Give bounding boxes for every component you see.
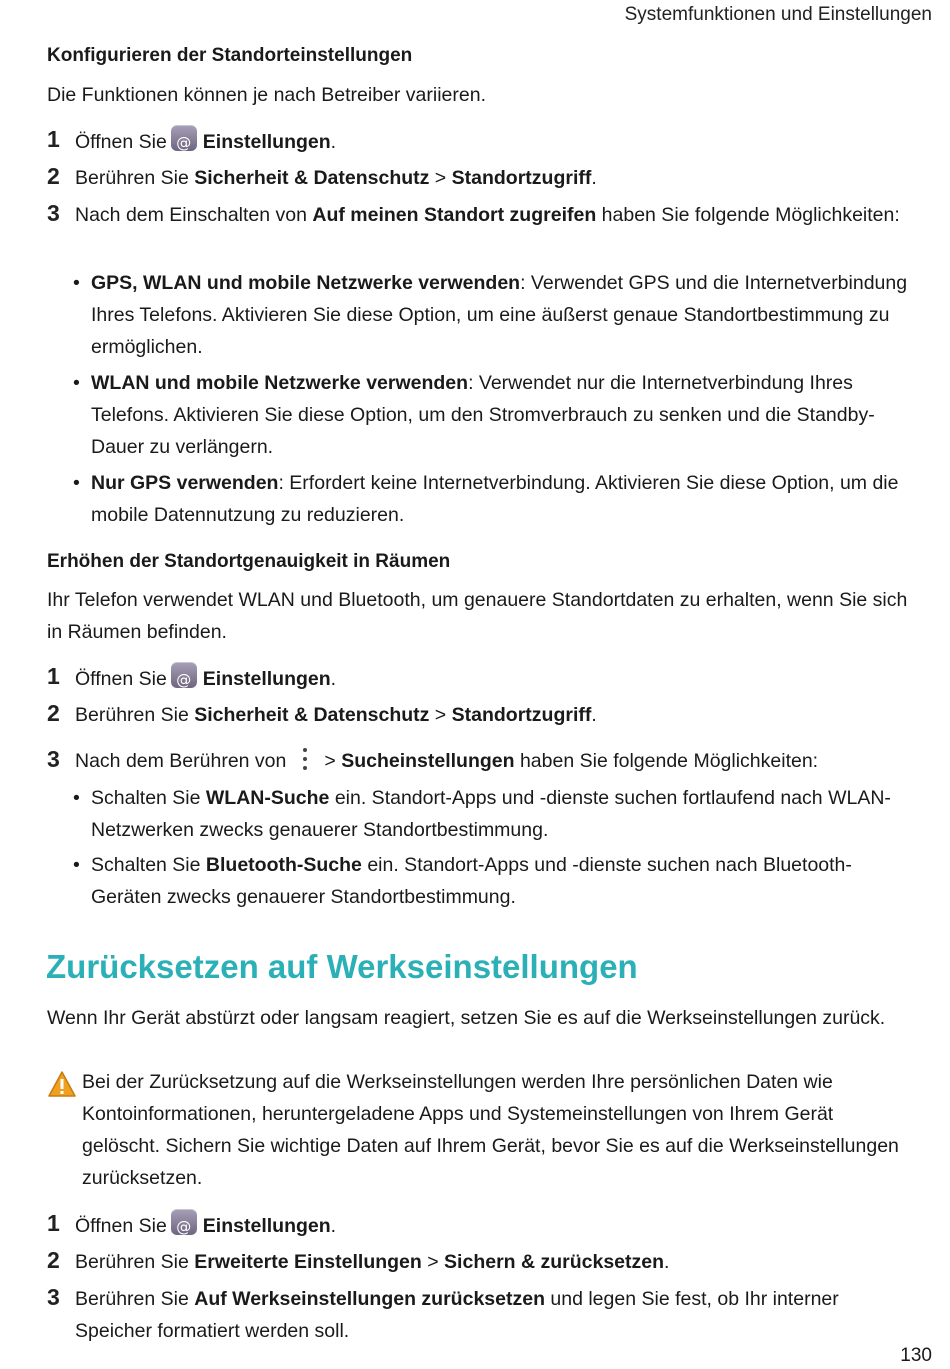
step-1: 1 Öffnen Sie @ Einstellungen.	[47, 125, 917, 158]
step-3: 3 Berühren Sie Auf Werkseinstellungen zurücksetzen und legen Sie fest, ob Ihr interner Speicher formatiert werden soll.	[47, 1283, 917, 1347]
settings-icon: @	[171, 662, 197, 688]
more-vert-icon	[300, 747, 310, 773]
settings-icon: @	[171, 125, 197, 151]
step-number: 2	[47, 1247, 60, 1273]
step-bold: Standortzugriff	[451, 167, 592, 189]
section-intro-indoor: Ihr Telefon verwendet WLAN und Bluetooth, um genauere Standortdaten zu erhalten, wenn Sie sich in Räumen befinden.	[47, 589, 908, 643]
step-number: 1	[47, 1210, 60, 1236]
step-3: 3 Nach dem Berühren von > Sucheinstellungen haben Sie folgende Möglichkeiten:	[47, 745, 917, 777]
list-item: • WLAN und mobile Netzwerke verwenden: Verwendet nur die Internetverbindung Ihres Telefons. Aktivieren Sie diese Option, um den Stromverbrauch zu senken und die Standby-Dauer zu verlängern.	[73, 367, 913, 463]
step-1: 1 Öffnen Sie @ Einstellungen.	[47, 662, 917, 695]
warning-text: Bei der Zurücksetzung auf die Werkseinstellungen werden Ihre persönlichen Daten wie Kontoinformationen, heruntergeladene Apps und Systemeinstellungen von Ihrem Gerät gelöscht. Sichern Sie wichtige Daten auf Ihrem Gerät, bevor Sie es auf die Werkseinstellungen zurücksetzen.	[82, 1071, 899, 1189]
step-number: 3	[47, 746, 60, 772]
step-number: 2	[47, 700, 60, 726]
section-title-indoor: Erhöhen der Standortgenauigkeit in Räumen	[47, 551, 451, 572]
step-number: 2	[47, 163, 60, 189]
step-number: 1	[47, 663, 60, 689]
page-number: 130	[900, 1345, 932, 1366]
list-item: • Schalten Sie Bluetooth-Suche ein. Standort-Apps und -dienste suchen nach Bluetooth-Geräten zwecks genauerer Standortbestimmung.	[73, 849, 913, 913]
section-title-location: Konfigurieren der Standorteinstellungen	[47, 45, 413, 66]
settings-icon: @	[171, 1209, 197, 1235]
step-2: 2 Berühren Sie Erweiterte Einstellungen > Sichern & zurücksetzen.	[47, 1246, 917, 1278]
bullet-icon: •	[73, 854, 80, 876]
step-bold: Sicherheit & Datenschutz	[194, 167, 430, 189]
step-2: 2 Berühren Sie Sicherheit & Datenschutz > Standortzugriff.	[47, 162, 917, 194]
list-item: • GPS, WLAN und mobile Netzwerke verwenden: Verwendet GPS und die Internetverbindung Ihres Telefons. Aktivieren Sie diese Option, um eine äußerst genaue Standortbestimmung zu ermöglichen.	[73, 267, 913, 363]
section-intro-reset: Wenn Ihr Gerät abstürzt oder langsam reagiert, setzen Sie es auf die Werkseinstellungen zurück.	[47, 1007, 886, 1029]
step-bold: Einstellungen	[202, 131, 331, 153]
heading-factory-reset: Zurücksetzen auf Werkseinstellungen	[46, 948, 638, 985]
step-text: Öffnen Sie	[75, 131, 167, 153]
bullet-icon: •	[73, 472, 80, 494]
step-number: 1	[47, 126, 60, 152]
step-3: 3 Nach dem Einschalten von Auf meinen Standort zugreifen haben Sie folgende Möglichkeiten:	[47, 199, 917, 231]
warning-icon	[47, 1070, 77, 1098]
section-intro-location: Die Funktionen können je nach Betreiber variieren.	[47, 84, 487, 106]
step-2: 2 Berühren Sie Sicherheit & Datenschutz > Standortzugriff.	[47, 699, 917, 731]
bullet-icon: •	[73, 272, 80, 294]
step-number: 3	[47, 200, 60, 226]
running-header: Systemfunktionen und Einstellungen	[624, 4, 932, 25]
step-bold: Auf meinen Standort zugreifen	[312, 204, 597, 226]
step-1: 1 Öffnen Sie @ Einstellungen.	[47, 1209, 917, 1242]
bullet-icon: •	[73, 372, 80, 394]
bullet-icon: •	[73, 787, 80, 809]
list-item: • Nur GPS verwenden: Erfordert keine Internetverbindung. Aktivieren Sie diese Option, um die mobile Datennutzung zu reduzieren.	[73, 467, 913, 531]
list-item: • Schalten Sie WLAN-Suche ein. Standort-Apps und -dienste suchen fortlaufend nach WLAN-Netzwerken zwecks genauerer Standortbestimmung.	[73, 782, 913, 846]
step-number: 3	[47, 1284, 60, 1310]
